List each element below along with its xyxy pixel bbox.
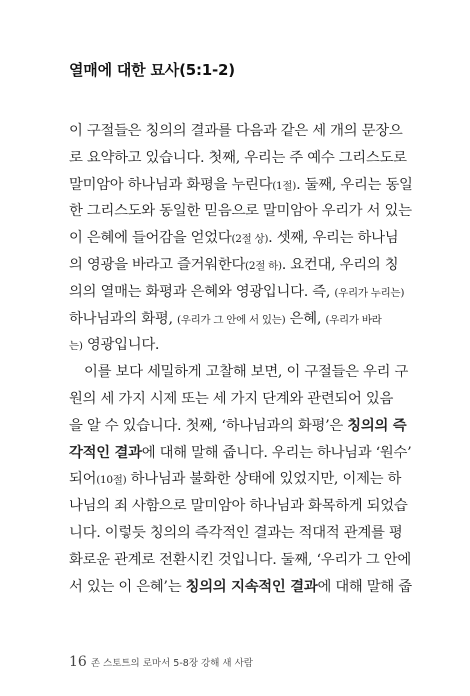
section-heading: 열매에 대한 묘사(5:1-2) xyxy=(69,61,235,79)
text-span: 을 알 수 있습니다. 첫째, ‘하나님과의 화평’은 xyxy=(69,417,348,434)
page-number: 16 xyxy=(69,654,87,670)
text-line xyxy=(69,279,405,306)
text-line xyxy=(69,359,409,386)
text-span: 나님의 죄 사함으로 말미암아 하나님과 화목하게 되었습 xyxy=(69,498,408,515)
text-line xyxy=(69,493,408,520)
text-line xyxy=(69,145,405,172)
emphasis-text: 칭의의 즉 xyxy=(347,417,407,434)
text-line xyxy=(69,547,411,574)
text-span: 한 그리스도와 동일한 믿음으로 말미암아 우리가 서 있는 xyxy=(69,203,412,220)
text-line xyxy=(69,198,412,225)
text-span: 의의 열매는 화평과 은혜와 영광입니다. 즉, xyxy=(69,283,335,300)
text-span: 하나님과의 화평, xyxy=(69,310,178,327)
text-line xyxy=(69,172,413,199)
emphasis-text: 각적인 결과 xyxy=(69,444,142,461)
verse-reference: (2절 하) xyxy=(245,259,282,272)
verse-reference: (1절) xyxy=(272,179,297,192)
text-span: 의 영광을 바라고 즐거워한다 xyxy=(69,256,246,273)
text-line xyxy=(69,306,405,333)
running-title: 존 스토트의 로마서 5-8장 강해 새 사람 xyxy=(90,658,253,669)
text-span: . 요컨대, 우리의 칭 xyxy=(281,256,399,273)
parenthetical-note: (우리가 바라 xyxy=(325,313,382,326)
text-span: 되어 xyxy=(69,471,97,488)
parenthetical-note: (우리가 그 안에 서 있는) xyxy=(177,313,286,326)
text-span: 니다. 이렇듯 칭의의 즉각적인 결과는 적대적 관계를 평 xyxy=(69,524,403,541)
parenthetical-note: 는) xyxy=(69,340,83,353)
text-span: 하나님과 불화한 상태에 있었지만, 이제는 하 xyxy=(126,471,402,488)
body-text xyxy=(69,118,413,600)
text-span: 원의 세 가지 시제 또는 세 가지 단계와 관련되어 있음 xyxy=(69,390,394,407)
text-line xyxy=(69,520,405,547)
text-line xyxy=(69,225,405,252)
text-span: 이 구절들은 칭의의 결과를 다음과 같은 세 개의 문장으 xyxy=(69,123,403,139)
text-span: . 둘째, 우리는 동일 xyxy=(296,176,413,193)
page-footer xyxy=(69,654,253,670)
text-span: 은혜, xyxy=(285,310,326,327)
text-span: 말미암아 하나님과 화평을 누린다 xyxy=(69,176,273,193)
verse-reference: (2절 상) xyxy=(231,233,269,246)
text-span: . 셋째, 우리는 하나님 xyxy=(268,230,399,247)
text-line xyxy=(69,332,405,359)
text-span: 이를 보다 세밀하게 고찰해 보면, 이 구절들은 우리 구 xyxy=(84,364,409,381)
text-line xyxy=(69,252,405,279)
emphasis-text: 칭의의 지속적인 결과 xyxy=(185,578,318,595)
text-line xyxy=(69,386,405,413)
text-span: 에 대해 말해 줍 xyxy=(317,578,412,595)
text-span: 에 대해 말해 줍니다. 우리는 하나님과 ‘원수’ xyxy=(141,444,412,461)
text-span: 영광입니다. xyxy=(82,337,160,354)
text-line xyxy=(69,440,412,467)
text-span: 이 은혜에 들어감을 얻었다 xyxy=(69,230,232,247)
verse-reference: (10절) xyxy=(96,474,127,487)
text-span: 화로운 관계로 전환시킨 것입니다. 둘째, ‘우리가 그 안에 xyxy=(69,551,411,568)
text-line xyxy=(69,466,405,493)
text-line xyxy=(69,413,405,440)
text-span: 로 요약하고 있습니다. 첫째, 우리는 주 예수 그리스도로 xyxy=(69,149,407,166)
parenthetical-note: (우리가 누리는) xyxy=(334,286,405,299)
text-span: 서 있는 이 은혜’는 xyxy=(69,578,186,595)
text-line xyxy=(69,118,405,145)
text-line xyxy=(69,574,412,601)
